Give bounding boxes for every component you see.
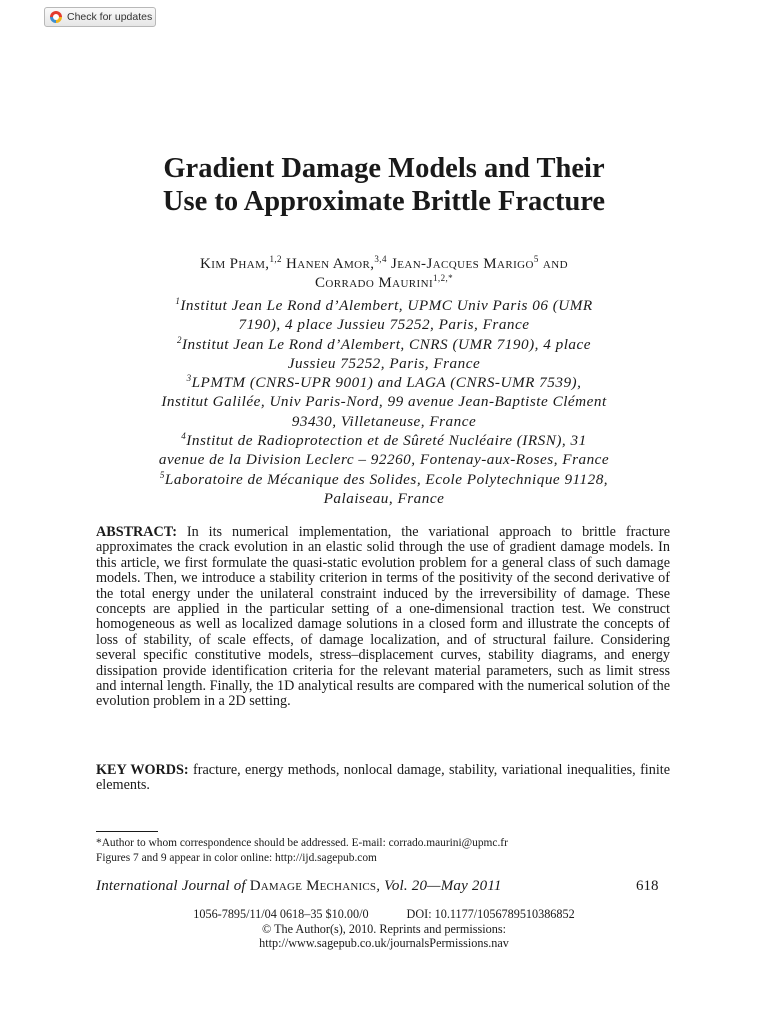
issn-price: 1056-7895/11/04 0618–35 $10.00/0 (193, 907, 369, 921)
author-name: Corrado Maurini (314, 275, 434, 291)
footnotes (96, 836, 696, 866)
abstract-label: ABSTRACT: (96, 524, 177, 540)
author-line-1 (0, 255, 768, 274)
affiliation-sup: 3 (186, 373, 192, 384)
footnote-divider (96, 831, 158, 832)
author-line-2 (0, 274, 768, 293)
article-title (0, 152, 768, 218)
affiliation-line: $^1$Institut Jean Le Rond d’Alembert, UPMC Univ Paris 06 (UMR (175, 296, 593, 314)
author-affil-sup: 1,2,* (433, 273, 454, 283)
journal-citation (96, 878, 502, 895)
author-conjunction: and (542, 256, 568, 272)
page-number: 618 (636, 878, 659, 894)
affiliation-line: $^2$Institut Jean Le Rond d’Alembert, CNRS (UMR 7190), 4 place (176, 334, 592, 353)
keywords-label: KEY WORDS: (96, 762, 189, 778)
affiliation-line: Jussieu 75252, Paris, France (287, 354, 481, 372)
affiliation-sup: 4 (181, 431, 187, 442)
affiliation-line: avenue de la Division Leclerc – 92260, Fontenay-aux-Roses, France (158, 451, 610, 469)
affiliation-line: 7190), 4 place Jussieu 75252, Paris, France (238, 316, 530, 334)
keywords-text: fracture, energy methods, nonlocal damage, stability, variational inequalities, finite elements. (96, 762, 671, 794)
abstract-text: In its numerical implementation, the variational approach to brittle fracture approximates the crack evolution in an elastic solid through the use of gradient damage models. In this article, we first formulate the quasi-static evolution problem for a general class of such damage models. Then, we introduce a stability criterion in terms of the positivity of the second derivative of the total energy under the unilateral constraint induced by the irreversibility of damage. These concepts are applied in the particular setting of a one-dimensional traction test. We construct homogeneous as well as localized damage solutions in a closed form and illustrate the concepts of loss of stability, of scale effects, of damage localization, and of structural failure. Considering several specific constitutive models, stress–displacement curves, stability diagrams, and energy dissipation provide identification criteria for the relevant material parameters, such as limit stress and internal length. Finally, the 1D analytical results are compared with the numerical solution of the evolution problem in a 2D setting. (96, 524, 670, 710)
issn-doi-line (0, 907, 768, 922)
affiliation-line: $^3$LPMTM (CNRS-UPR 9001) and LAGA (CNRS-UMR 7539), (186, 373, 582, 392)
journal-name: Damage Mechanics (249, 878, 377, 894)
affiliations (0, 296, 768, 508)
publication-info (0, 907, 768, 951)
check-for-updates-button[interactable] (44, 7, 156, 27)
affiliation-line: $^4$Institut de Radioprotection et de Sûreté Nucléaire (IRSN), 31 (181, 431, 587, 450)
check-for-updates-label: Check for updates (67, 11, 153, 23)
affiliation-line: Palaiseau, France (323, 489, 445, 507)
title-line-1: Gradient Damage Models and Their (163, 153, 605, 184)
author-affil-sup: 3,4 (374, 254, 387, 264)
keywords (96, 763, 670, 794)
affiliation-line: 93430, Villetaneuse, France (291, 412, 477, 430)
author-list (0, 255, 768, 293)
author-affil-sup: 5 (533, 254, 539, 264)
author-name: Jean-Jacques Marigo (391, 256, 534, 272)
author-name: Kim Pham, (200, 256, 270, 272)
copyright-line: © The Author(s), 2010. Reprints and permissions: (262, 921, 506, 936)
affiliation-line: Institut Galilée, Univ Paris-Nord, 99 avenue Jean-Baptiste Clément (161, 393, 607, 411)
author-name: Hanen Amor, (286, 256, 375, 272)
doi: DOI: 10.1177/1056789510386852 (406, 907, 575, 921)
affiliation-line: $^5$Laboratoire de Mécanique des Solides, Ecole Polytechnique 91128, (159, 469, 609, 488)
footnote-color-online: Figures 7 and 9 appear in color online: http://ijd.sagepub.com (96, 852, 377, 864)
journal-prefix: International Journal of (96, 878, 246, 894)
footnote-correspondence: *Author to whom correspondence should be addressed. E-mail: corrado.maurini@upmc.fr (96, 837, 508, 849)
journal-issue: , Vol. 20—May 2011 (376, 878, 502, 894)
affiliation-sup: 1 (175, 296, 181, 306)
affiliation-sup: 2 (176, 334, 182, 345)
abstract (96, 525, 670, 710)
permissions-url: http://www.sagepub.co.uk/journalsPermissions.nav (259, 936, 509, 950)
author-affil-sup: 1,2 (269, 254, 282, 264)
affiliation-sup: 5 (159, 469, 165, 480)
crossmark-icon (50, 11, 62, 23)
title-line-2: Use to Approximate Brittle Fracture (162, 186, 606, 217)
